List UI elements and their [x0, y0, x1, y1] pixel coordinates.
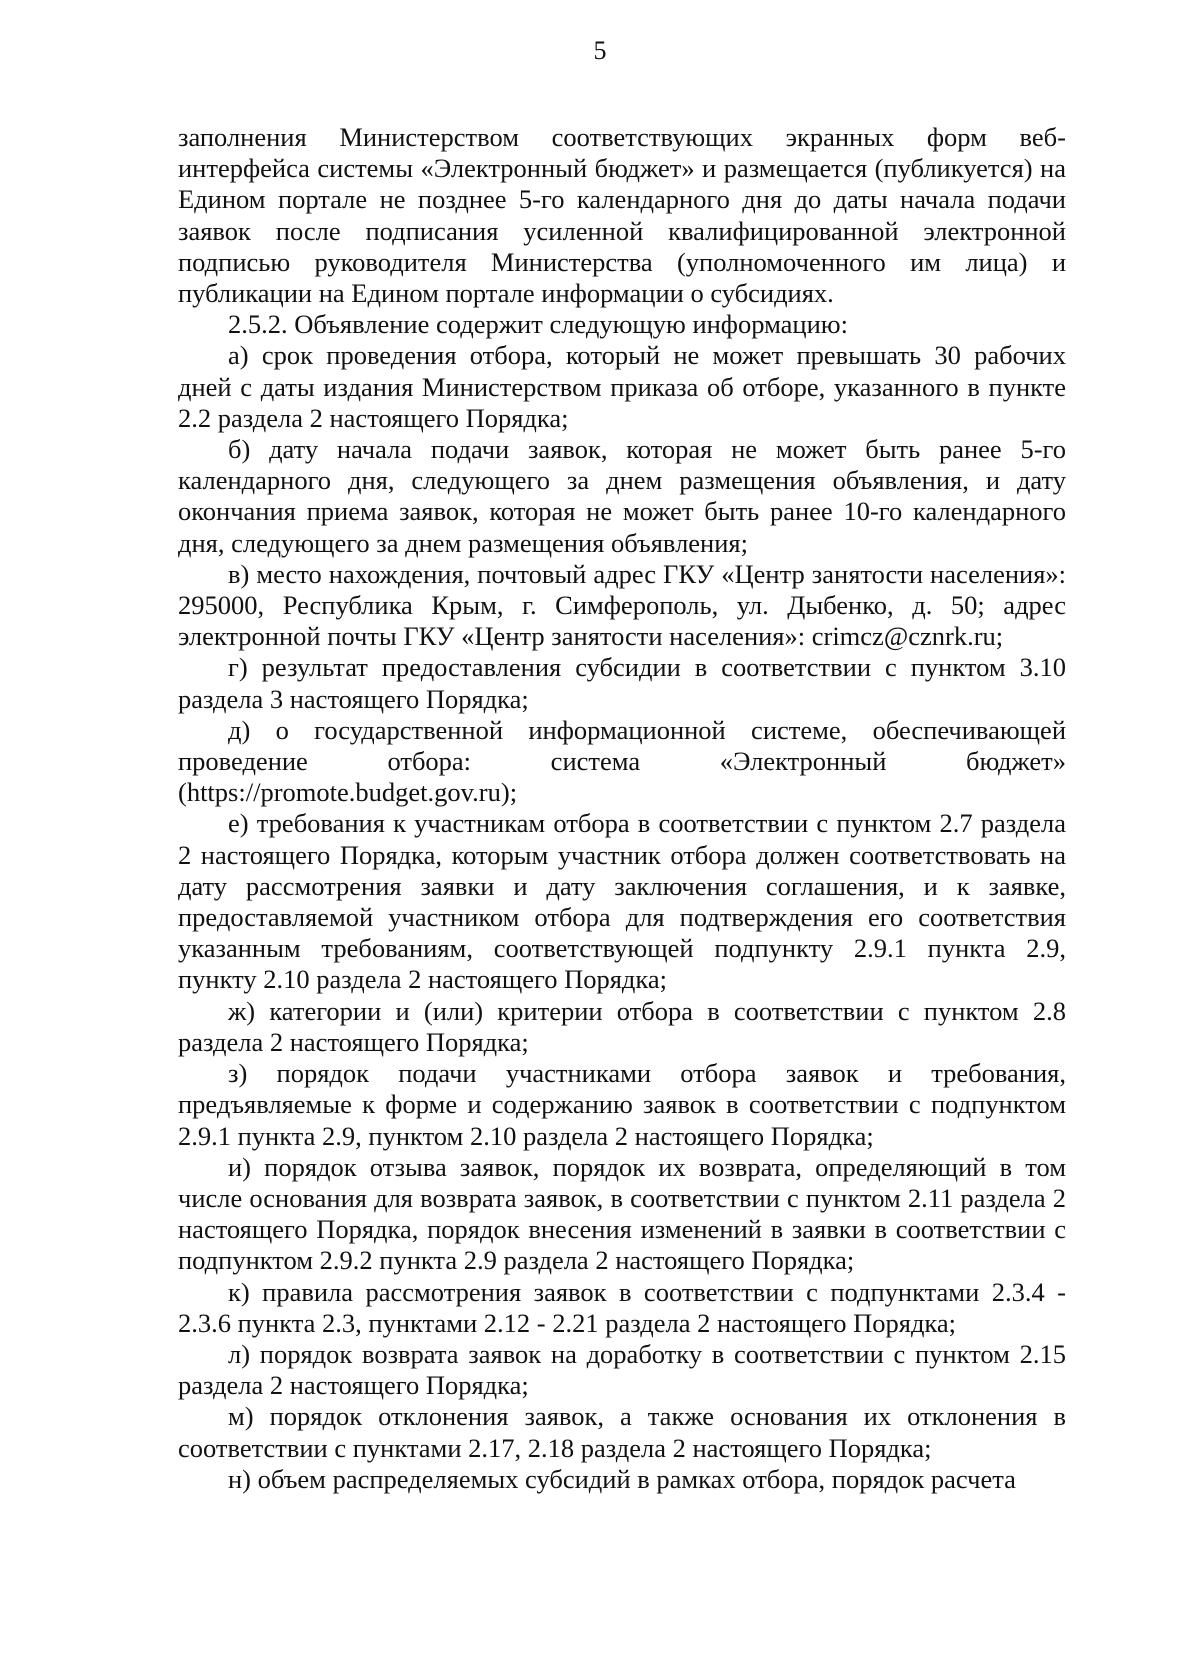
- page-number: 5: [593, 36, 607, 65]
- list-item-n: н) объем распределяемых субсидий в рамках отбора, порядок расчета: [228, 1463, 1016, 1494]
- list-item-g: г) результат предоставления субсидии в соответствии с пунктом 3.10 раздела 3 настоящего Порядка;: [178, 652, 1066, 714]
- list-item-e: е) требования к участникам отбора в соответствии с пунктом 2.7 раздела 2 настоящего Порядка, которым участник отбора должен соответствовать на дату рассмотрения заявки и дату заключения соглашения, и к заявке, предоставляемой участником отбора для подтверждения его соответствия указанным требованиям, соответствующей подпункту 2.9.1 пункта 2.9, пункту 2.10 раздела 2 настоящего Порядка;: [178, 808, 1066, 995]
- list-item-i: и) порядок отзыва заявок, порядок их возврата, определяющий в том числе основания для возврата заявок, в соответствии с пунктом 2.11 раздела 2 настоящего Порядка, порядок внесения изменений в заявки в соответствии с подпунктом 2.9.2 пункта 2.9 раздела 2 настоящего Порядка;: [178, 1151, 1066, 1276]
- list-item-b: б) дату начала подачи заявок, которая не может быть ранее 5-го календарного дня, следующего за днем размещения объявления, и дату окончания приема заявок, которая не может быть ранее 10-го календарного дня, следующего за днем размещения объявления;: [178, 434, 1066, 558]
- list-item-l: л) порядок возврата заявок на доработку в соответствии с пунктом 2.15 раздела 2 настоящего Порядка;: [178, 1338, 1066, 1401]
- paragraph-intro: заполнения Министерством соответствующих экранных форм веб-интерфейса системы «Электронный бюджет» и размещается (публикуется) на Едином портале не позднее 5-го календарного дня до даты начала подачи заявок после подписания усиленной квалифицированной электронной подписью руководителя Министерства (уполномоченного им лица) и публикации на Едином портале информации о субсидиях.: [178, 122, 1066, 309]
- list-item-v: в) место нахождения, почтовый адрес ГКУ «Центр занятости населения»: 295000, Республика Крым, г. Симферополь, ул. Дыбенко, д. 50; адрес электронной почты ГКУ «Центр занятости населения»: crimcz@cznrk.ru;: [178, 558, 1066, 652]
- list-item-k: к) правила рассмотрения заявок в соответствии с подпунктами 2.3.4 - 2.3.6 пункта 2.3, пунктами 2.12 - 2.21 раздела 2 настоящего Порядка;: [178, 1276, 1066, 1338]
- list-item-m: м) порядок отклонения заявок, а также основания их отклонения в соответствии с пунктами 2.17, 2.18 раздела 2 настоящего Порядка;: [178, 1401, 1066, 1463]
- list-item-d: д) о государственной информационной системе, обеспечивающей проведение отбора: система «Электронный бюджет» (https://promote.budget.gov.ru);: [178, 714, 1066, 808]
- document-body: [178, 122, 1066, 1495]
- list-item-z: з) порядок подачи участниками отбора заявок и требования, предъявляемые к форме и содержанию заявок в соответствии с подпунктом 2.9.1 пункта 2.9, пунктом 2.10 раздела 2 настоящего Порядка;: [178, 1058, 1066, 1151]
- paragraph-2-5-2: 2.5.2. Объявление содержит следующую информацию:: [228, 309, 848, 340]
- list-item-a: а) срок проведения отбора, который не может превышать 30 рабочих дней с даты издания Министерством приказа об отборе, указанного в пункте 2.2 раздела 2 настоящего Порядка;: [178, 340, 1066, 433]
- list-item-zh: ж) категории и (или) критерии отбора в соответствии с пунктом 2.8 раздела 2 настоящего Порядка;: [178, 995, 1066, 1057]
